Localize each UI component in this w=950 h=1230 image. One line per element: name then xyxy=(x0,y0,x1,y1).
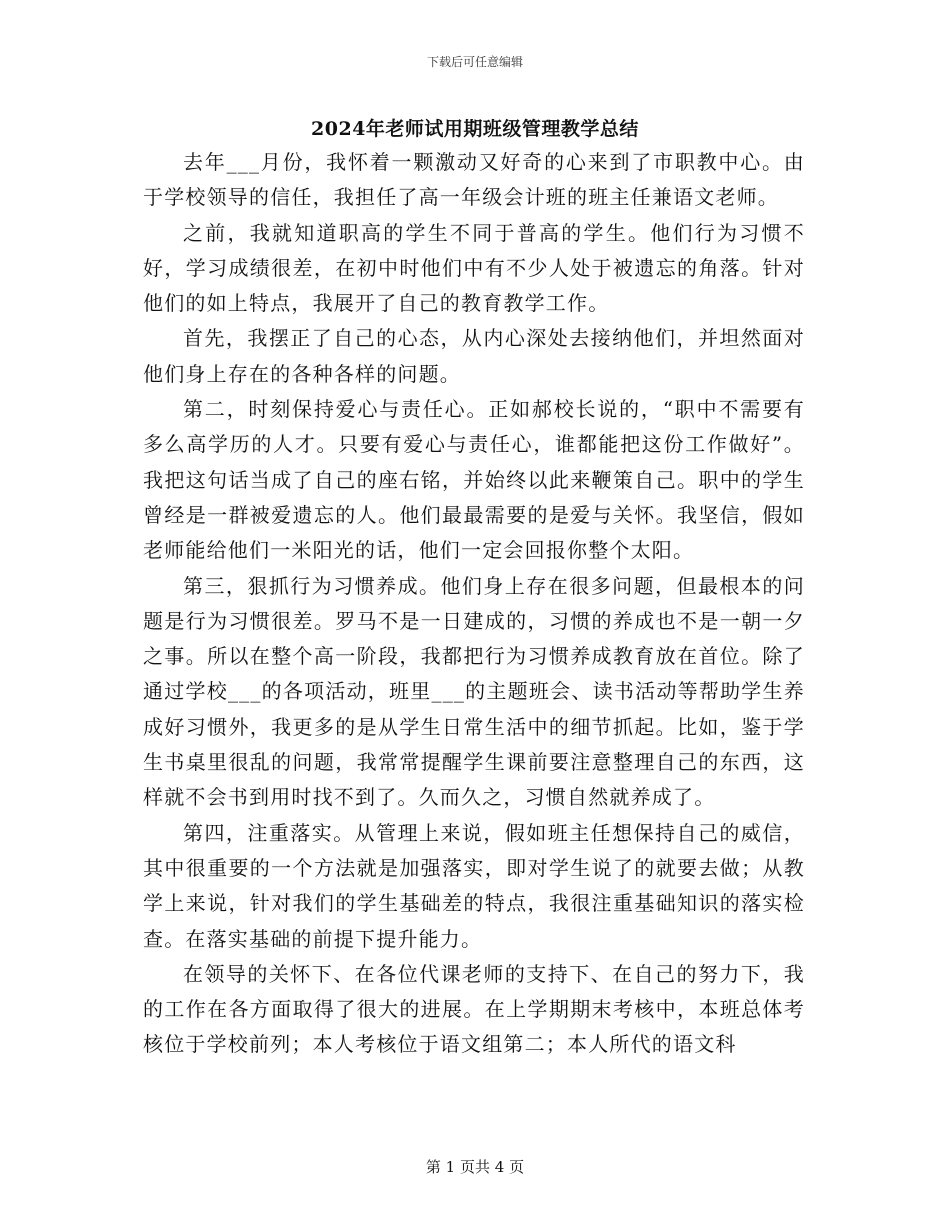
paragraph-3: 首先，我摆正了自己的心态，从内心深处去接纳他们，并坦然面对他们身上存在的各种各样的问题。 xyxy=(143,326,805,386)
paragraph-7: 在领导的关怀下、在各位代课老师的支持下、在自己的努力下，我的工作在各方面取得了很大的进展。在上学期期末考核中，本班总体考核位于学校前列；本人考核位于语文组第二；本人所代的语文科 xyxy=(143,961,805,1057)
document-body xyxy=(143,145,805,1063)
paragraph-4: 第二，时刻保持爱心与责任心。正如郝校长说的，“职中不需要有多么高学历的人才。只要有爱心与责任心，谁都能把这份工作做好”。我把这句话当成了自己的座右铭，并始终以此来鞭策自己。职中的学生曾经是一群被爱遗忘的人。他们最最需要的是爱与关怀。我坚信，假如老师能给他们一米阳光的话，他们一定会回报你整个太阳。 xyxy=(143,397,805,563)
document-title: 2024年老师试用期班级管理教学总结 xyxy=(311,118,639,140)
header-note: 下载后可任意编辑 xyxy=(426,55,523,69)
paragraph-6: 第四，注重落实。从管理上来说，假如班主任想保持自己的威信，其中很重要的一个方法就是加强落实，即对学生说了的就要去做；从教学上来说，针对我们的学生基础差的特点，我很注重基础知识的落实检查。在落实基础的前提下提升能力。 xyxy=(143,820,805,951)
page-number: 第 1 页共 4 页 xyxy=(425,1158,525,1176)
paragraph-2: 之前，我就知道职高的学生不同于普高的学生。他们行为习惯不好，学习成绩很差，在初中时他们中有不少人处于被遗忘的角落。针对他们的如上特点，我展开了自己的教育教学工作。 xyxy=(143,220,805,316)
paragraph-1: 去年___月份，我怀着一颗激动又好奇的心来到了市职教中心。由于学校领导的信任，我担任了高一年级会计班的班主任兼语文老师。 xyxy=(143,150,805,210)
paragraph-5: 第三，狠抓行为习惯养成。他们身上存在很多问题，但最根本的问题是行为习惯很差。罗马不是一日建成的，习惯的养成也不是一朝一夕之事。所以在整个高一阶段，我都把行为习惯养成教育放在首位。除了通过学校___的各项活动，班里___的主题班会、读书活动等帮助学生养成好习惯外，我更多的是从学生日常生活中的细节抓起。比如，鉴于学生书桌里很乱的问题，我常常提醒学生课前要注意整理自己的东西，这样就不会书到用时找不到了。久而久之，习惯自然就养成了。 xyxy=(143,573,805,810)
